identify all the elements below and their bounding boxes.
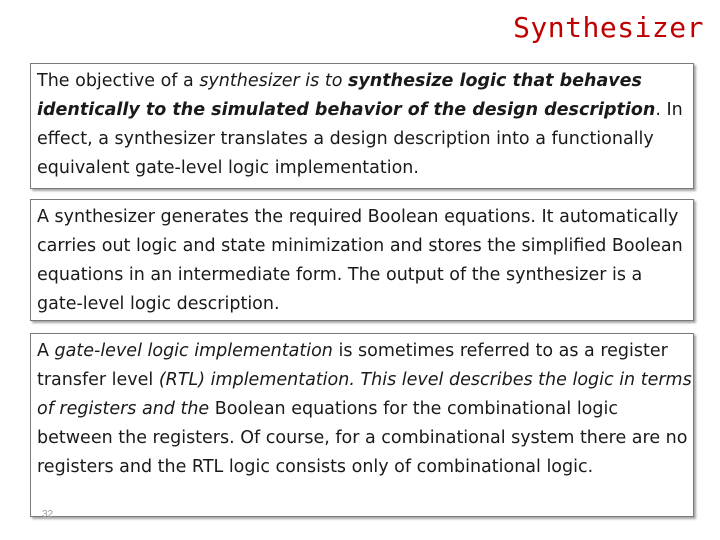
text-run: is sometimes referred to as a register transfer level bbox=[37, 341, 668, 390]
text-run: The objective of a bbox=[37, 71, 200, 91]
text-box-synthesizer-objective bbox=[30, 63, 694, 189]
text-run-bold-italic: synthesize logic that behaves identically to the simulated behavior of the design description bbox=[37, 71, 656, 120]
text-run-italic: gate-level logic implementation bbox=[54, 341, 333, 361]
paragraph-boolean-equations: A synthesizer generates the required Boolean equations. It automatically carries out logic and state minimization and stores the simplified Boolean equations in an intermediate form. The output of the synthesizer is a gate-level logic description. bbox=[37, 207, 683, 314]
text-box-gate-level-rtl bbox=[30, 333, 694, 517]
text-run: Boolean equations for the combinational logic between the registers. Of course, for a combinational system there are no registers and the RTL logic consists only of combinational logic. bbox=[37, 399, 688, 477]
text-run: . In effect, a synthesizer translates a design description into a functionally equivalent gate-level logic implementation. bbox=[37, 100, 683, 178]
text-run-italic: (RTL) implementation. This level describes the logic in terms of registers and the bbox=[37, 370, 692, 419]
paragraph-rtl bbox=[37, 337, 693, 482]
paragraph-objective bbox=[37, 67, 693, 183]
slide-title: Synthesizer bbox=[513, 11, 704, 44]
text-run-italic: synthesizer is to bbox=[199, 71, 348, 91]
text-box-boolean-equations bbox=[30, 199, 694, 321]
page-number: 32 bbox=[42, 509, 54, 520]
text-run: A bbox=[37, 341, 55, 361]
